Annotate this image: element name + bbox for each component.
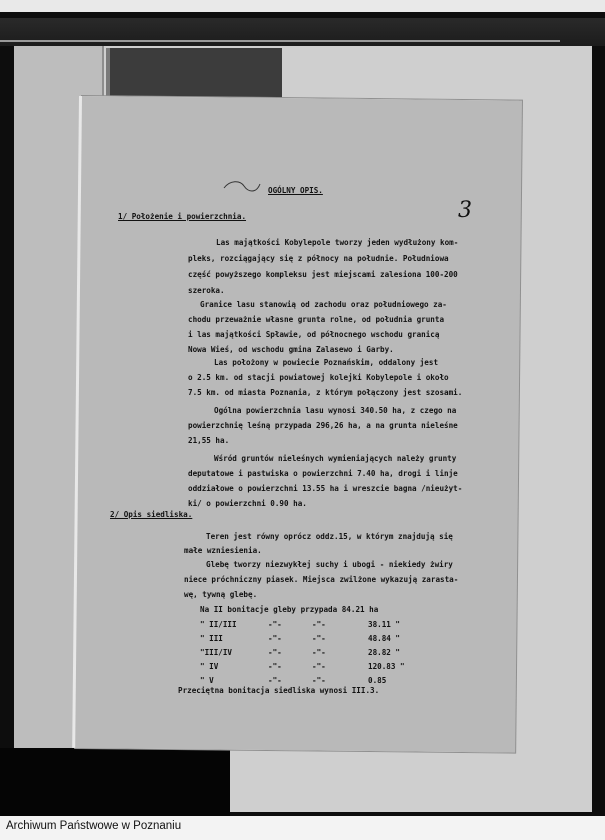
body-line: deputatowe i pastwiska o powierzchni 7.40 ha, drogi i linje [188, 469, 458, 478]
body-line: Glebę tworzy niezwykłej suchy i ubogi - niekiedy żwiry [206, 560, 453, 569]
ditto-mark: -"- [268, 634, 282, 643]
ditto-mark: -"- [312, 620, 326, 629]
ditto-mark: -"- [268, 620, 282, 629]
body-line: część powyższego kompleksu jest miejscami zalesiona 100-200 [188, 270, 458, 279]
ditto-mark: -"- [312, 634, 326, 643]
archive-caption: Archiwum Państwowe w Poznaniu [6, 820, 182, 832]
body-line: Granice lasu stanowią od zachodu oraz południowego za- [200, 300, 447, 309]
body-line: szeroka. [188, 286, 225, 295]
body-line: powierzchnię leśną przypada 296,26 ha, a na grunta nieleśne [188, 421, 458, 430]
viewer-top-strip [0, 0, 605, 12]
body-line: Ogólna powierzchnia lasu wynosi 340.50 ha, z czego na [214, 406, 457, 415]
caption-bar [0, 816, 605, 840]
section-2-title: 2/ Opis siedliska. [110, 510, 193, 519]
body-line: pleks, rozciągający się z północy na południe. Południowa [188, 254, 449, 263]
ditto-mark: -"- [312, 648, 326, 657]
ditto-mark: -"- [268, 662, 282, 671]
bonitation-area: 38.11 " [368, 620, 401, 629]
bonitation-class: " IV [200, 662, 219, 671]
body-line: wę, tywną glebę. [184, 590, 258, 599]
bonitation-class: " V [200, 676, 214, 685]
ditto-mark: -"- [268, 648, 282, 657]
body-line: małe wzniesienia. [184, 546, 262, 555]
film-rail [0, 18, 605, 46]
ditto-mark: -"- [268, 676, 282, 685]
rail-line [0, 40, 560, 42]
bonitation-area: 120.83 " [368, 662, 405, 671]
bonitation-area: 28.82 " [368, 648, 401, 657]
body-line: Nowa Wieś, od wschodu gmina Zalasewo i Garby. [188, 345, 394, 354]
body-line: Las położony w powiecie Poznańskim, oddalony jest [214, 358, 439, 367]
body-line: chodu przeważnie własne grunta rolne, od południa grunta [188, 315, 445, 324]
body-line: i las majątkości Spławie, od północnego wschodu granicą [188, 330, 440, 339]
body-line: ki/ o powierzchni 0.90 ha. [188, 499, 307, 508]
bonitation-class: "III/IV [200, 648, 233, 657]
page-number: 3 [458, 198, 472, 223]
body-line: Las majątkości Kobylepole tworzy jeden wydłużony kom- [216, 238, 459, 247]
body-line: Teren jest równy oprócz oddz.15, w którym znajdują się [206, 532, 453, 541]
body-line: 21,55 ha. [188, 436, 230, 445]
bonitation-class: " II/III [200, 620, 237, 629]
pencil-scribble-icon [222, 178, 262, 196]
bonitation-area: 0.85 [368, 676, 387, 685]
ditto-mark: -"- [312, 676, 326, 685]
body-line: Wśród gruntów nieleśnych wymieniających należy grunty [214, 454, 457, 463]
bonitation-class: " III [200, 634, 223, 643]
body-line: oddziałowe o powierzchni 13.55 ha i wreszcie bagna /nieużyt- [188, 484, 463, 493]
dark-corner [0, 748, 230, 816]
average-bonitation: Przeciętna bonitacja siedliska wynosi III.3. [178, 686, 380, 695]
document-heading: OGÓLNY OPIS. [268, 186, 323, 195]
body-line: o 2.5 km. od stacji powiatowej kolejki Kobylepole i około [188, 373, 449, 382]
section-1-title: 1/ Położenie i powierzchnia. [118, 212, 247, 221]
body-line: niece próchniczny piasek. Miejsca zwilżone wykazują zarasta- [184, 575, 459, 584]
ditto-mark: -"- [312, 662, 326, 671]
bonitation-area: 48.84 " [368, 634, 401, 643]
body-line: 7.5 km. od miasta Poznania, z którym połączony jest szosami. [188, 388, 463, 397]
bonitation-header: Na II bonitacje gleby przypada 84.21 ha [200, 605, 379, 614]
